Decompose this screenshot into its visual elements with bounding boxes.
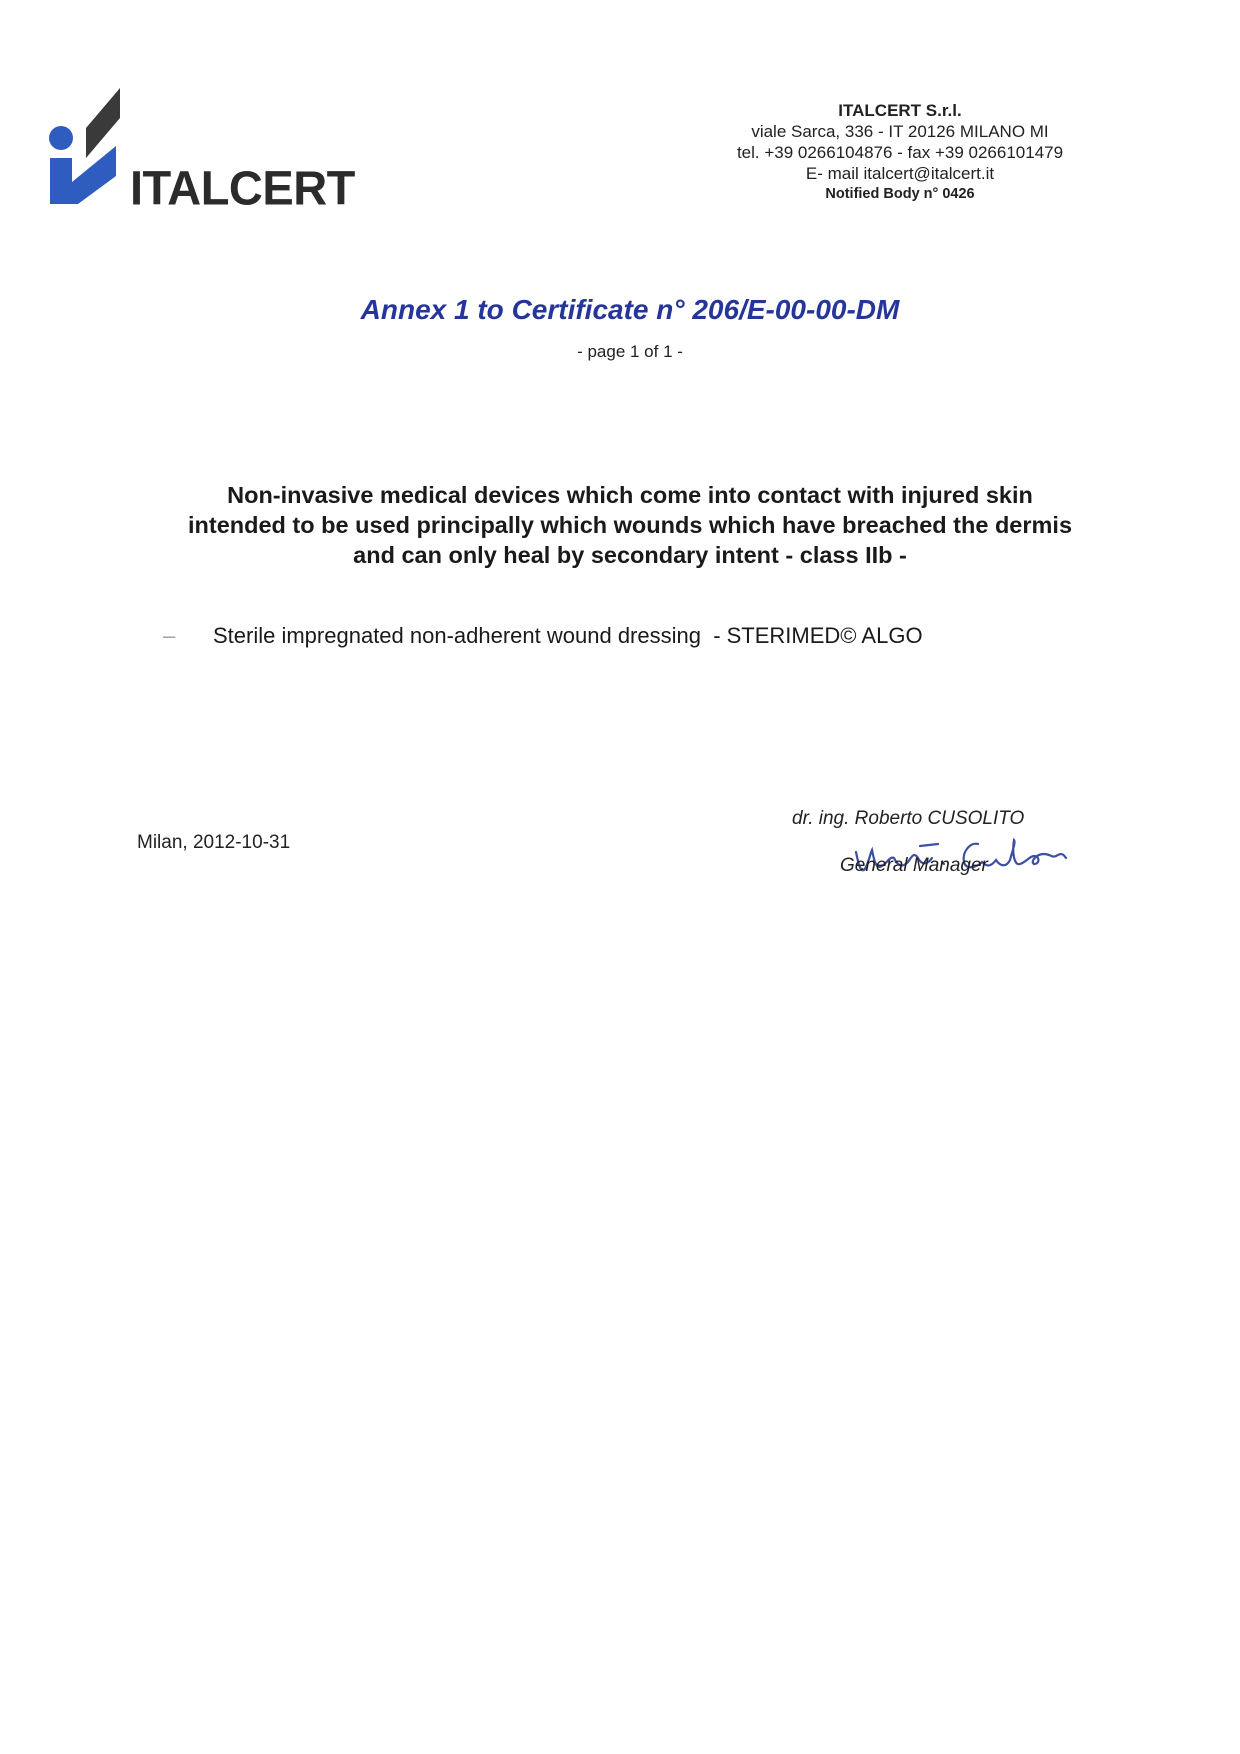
page-number: - page 1 of 1 - (577, 342, 683, 361)
logo-wordmark: ITALCERT (130, 160, 355, 215)
list-bullet: – (163, 623, 176, 648)
company-address-block (690, 100, 1110, 205)
scope-line: Non-invasive medical devices which come into contact with injured skin (227, 482, 1033, 508)
scope-line: intended to be used principally which wounds which have breached the dermis (187, 512, 1073, 538)
scope-statement (140, 480, 1120, 570)
italcert-logo (48, 86, 378, 216)
scope-line: and can only heal by secondary intent - class IIb - (353, 542, 907, 568)
notified-body: Notified Body n° 0426 (825, 186, 975, 202)
company-address: viale Sarca, 336 - IT 20126 MILANO MI (751, 122, 1049, 141)
company-email: E- mail italcert@italcert.it (805, 164, 995, 183)
signatory-role: General Manager (840, 855, 988, 876)
company-contacts: tel. +39 0266104876 - fax +39 0266101479 (736, 143, 1064, 162)
signatory-name: dr. ing. Roberto CUSOLITO (792, 808, 1025, 829)
list-item-text: Sterile impregnated non-adherent wound dressing - STERIMED© ALGO (213, 623, 923, 648)
issue-date: Milan, 2012-10-31 (137, 832, 291, 853)
list-item (163, 623, 923, 649)
document-title: Annex 1 to Certificate n° 206/E-00-00-DM (360, 294, 900, 325)
company-name: ITALCERT S.r.l. (838, 101, 962, 120)
